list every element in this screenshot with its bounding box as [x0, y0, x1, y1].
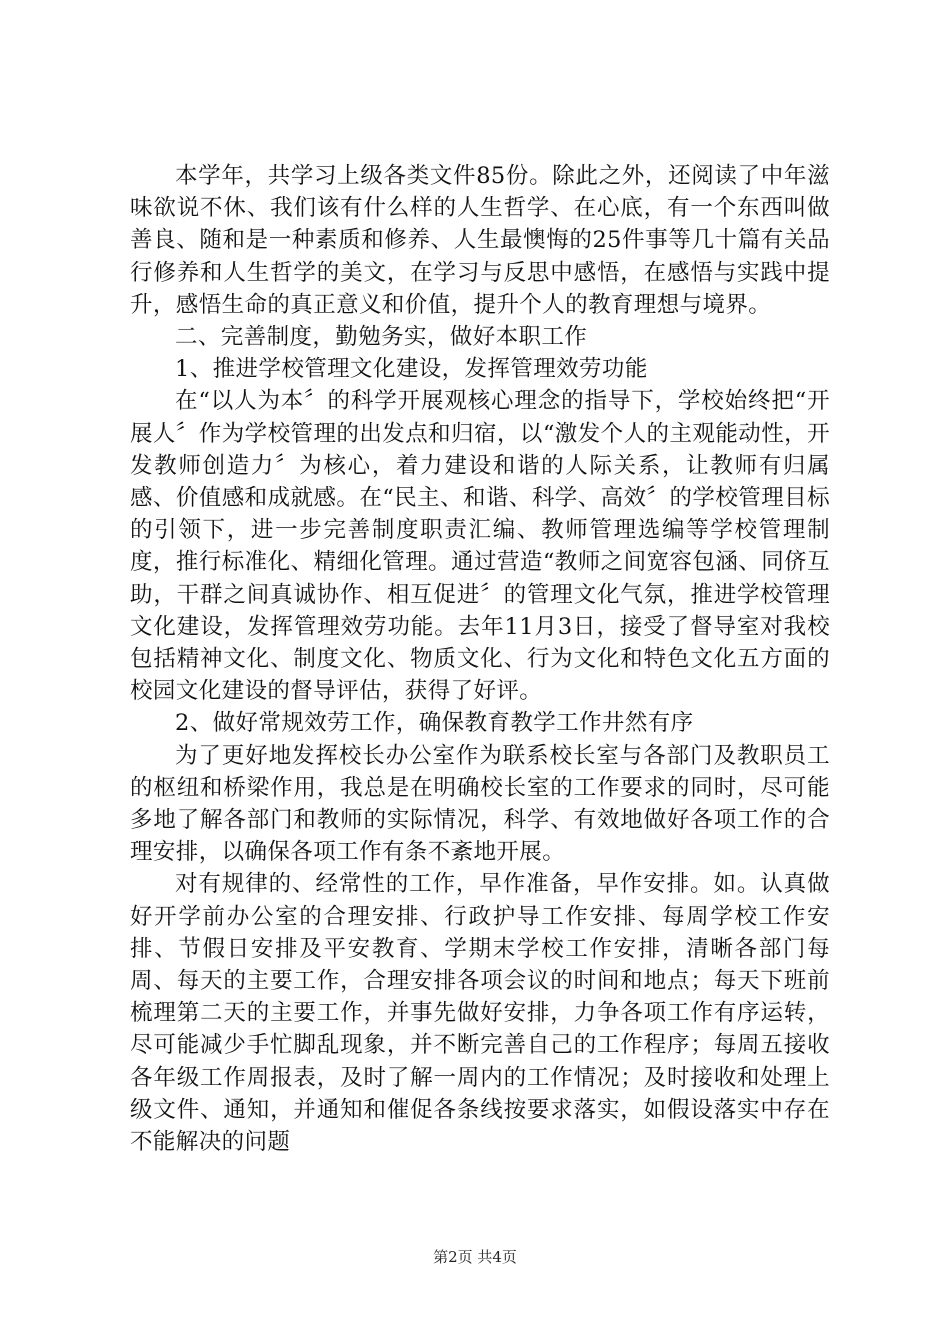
- subheading-2: 2、做好常规效劳工作，确保教育教学工作井然有序: [175, 710, 694, 737]
- section-heading-2: 二、完善制度，勤勉务实，做好本职工作: [175, 324, 588, 351]
- page-number-footer: 第2页 共4页: [433, 1248, 517, 1266]
- paragraph-office-role: 为了更好地发挥校长办公室作为联系校长室与各部门及教职员工的枢纽和桥梁作用，我总是在明确校长室的工作要求的同时，尽可能多地了解各部门和教师的实际情况，科学、有效地做好各项工作的合理安排，以确保各项工作有条不紊地开展。: [130, 742, 830, 866]
- paragraph-study-summary: 本学年，共学习上级各类文件85份。除此之外，还阅读了中年滋味欲说不休、我们该有什么样的人生哲学、在心底，有一个东西叫做善良、随和是一种素质和修养、人生最懊悔的25件事等几十篇有关品行修养和人生哲学的美文，在学习与反思中感悟，在感悟与实践中提升，感悟生命的真正意义和价值，提升个人的教育理想与境界。: [130, 163, 830, 318]
- paragraph-management-culture: 在“以人为本〞的科学开展观核心理念的指导下，学校始终把“开展人〞作为学校管理的出发点和归宿，以“激发个人的主观能动性，开发教师创造力〞为核心，着力建设和谐的人际关系，让教师有归属感、价值感和成就感。在“民主、和谐、科学、高效〞的学校管理目标的引领下，进一步完善制度职责汇编、教师管理选编等学校管理制度，推行标准化、精细化管理。通过营造“教师之间宽容包涵、同侪互助，干群之间真诚协作、相互促进〞的管理文化气氛，推进学校管理文化建设，发挥管理效劳功能。去年11月3日，接受了督导室对我校包括精神文化、制度文化、物质文化、行为文化和特色文化五方面的校园文化建设的督导评估，获得了好评。: [130, 388, 830, 705]
- paragraph-routine-work: 对有规律的、经常性的工作，早作准备，早作安排。如。认真做好开学前办公室的合理安排、行政护导工作安排、每周学校工作安排、节假日安排及平安教育、学期末学校工作安排，清晰各部门每周、每天的主要工作，合理安排各项会议的时间和地点；每天下班前梳理第二天的主要工作，并事先做好安排，力争各项工作有序运转，尽可能减少手忙脚乱现象，并不断完善自己的工作程序；每周五接收各年级工作周报表，及时了解一周内的工作情况；及时接收和处理上级文件、通知，并通知和催促各条线按要求落实，如假设落实中存在不能解决的问题: [130, 871, 830, 1156]
- subheading-1: 1、推进学校管理文化建设，发挥管理效劳功能: [175, 356, 648, 383]
- document-body: [130, 160, 830, 1158]
